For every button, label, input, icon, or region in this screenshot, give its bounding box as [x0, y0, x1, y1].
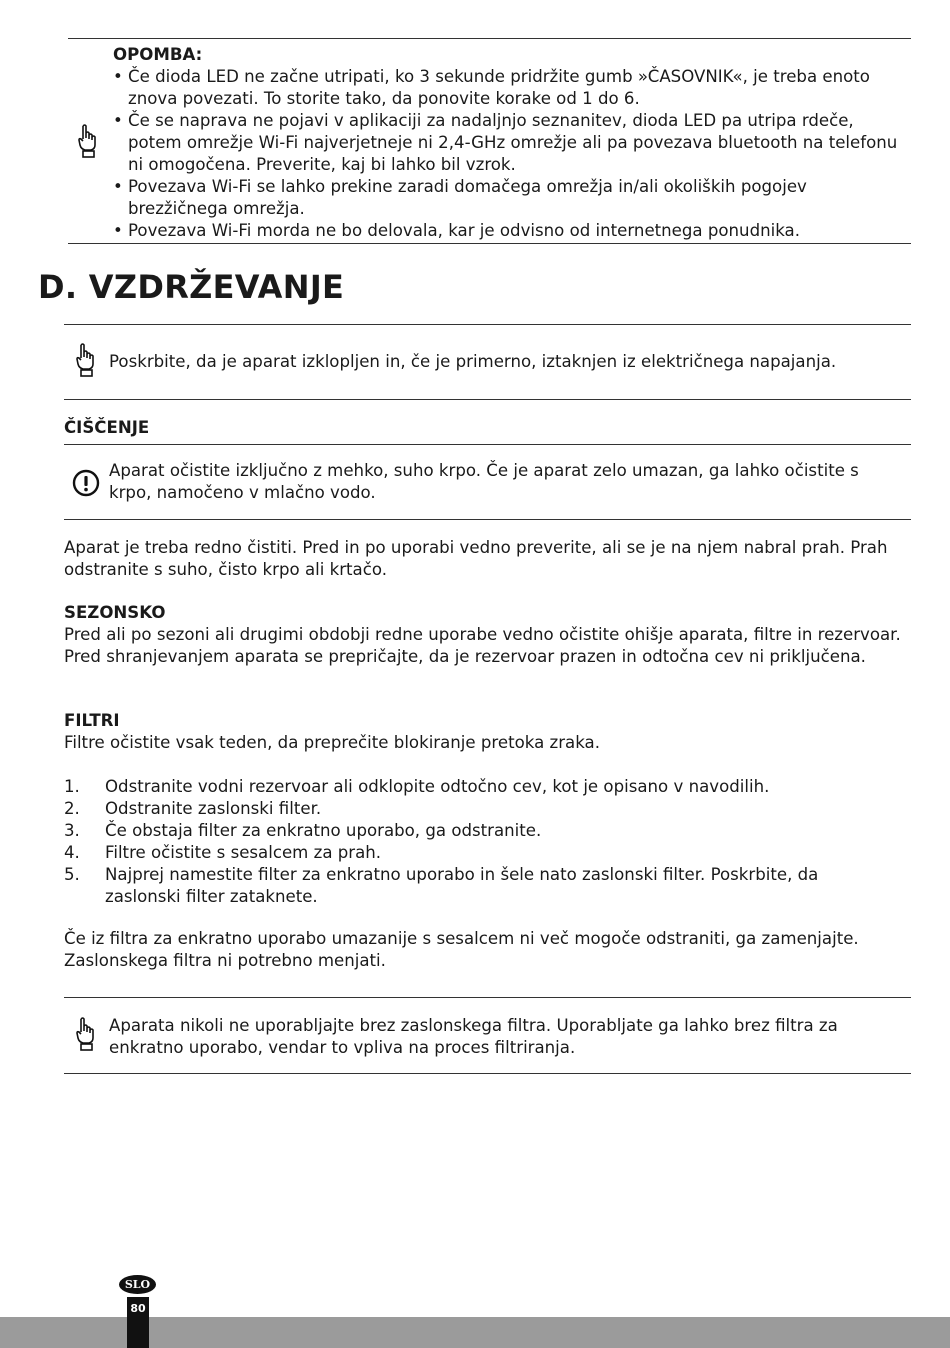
filter-note-text: Aparata nikoli ne uporabljajte brez zaslonskega filtra. Uporabljate ga lahko brez filtra za enkratno uporabo, vendar to vpliva na proces filtriranja.	[109, 1016, 838, 1057]
step-text: Odstranite zaslonski filter.	[105, 799, 322, 818]
section-title: D. VZDRŽEVANJE	[38, 268, 345, 306]
pointing-hand-icon	[74, 343, 96, 377]
step-text: Če obstaja filter za enkratno uporabo, ga odstranite.	[105, 821, 542, 840]
filters-heading: FILTRI	[64, 711, 120, 730]
note-bottom-rule	[68, 243, 911, 244]
step-number: 3.	[64, 821, 80, 840]
step-number: 4.	[64, 843, 80, 862]
list-item	[64, 820, 864, 842]
filters-intro: Filtre očistite vsak teden, da preprečite blokiranje pretoka zraka.	[64, 733, 600, 752]
list-item	[64, 842, 864, 864]
page-number: 80	[130, 1302, 146, 1315]
step-number: 1.	[64, 777, 80, 796]
note-item: • Če dioda LED ne začne utripati, ko 3 sekunde pridržite gumb »ČASOVNIK«, je treba enoto znova povezati. To storite tako, da ponovite korake od 1 do 6.	[112, 66, 907, 110]
list-item	[64, 864, 864, 908]
note-list	[112, 66, 907, 242]
note-item: • Povezava Wi-Fi morda ne bo delovala, kar je odvisno od internetnega ponudnika.	[112, 220, 907, 242]
pointing-hand-icon	[76, 124, 98, 158]
step-text: Odstranite vodni rezervoar ali odklopite odtočno cev, kot je opisano v navodilih.	[105, 777, 770, 796]
step-number: 2.	[64, 799, 80, 818]
cleaning-body: Aparat je treba redno čistiti. Pred in po uporabi vedno preverite, ali se je na njem nabral prah. Prah odstranite s suho, čisto krpo ali krtačo.	[64, 538, 888, 579]
step-text: Najprej namestite filter za enkratno uporabo in šele nato zaslonski filter. Poskrbite, da zaslonski filter zataknete.	[105, 865, 819, 906]
note-top-rule	[68, 38, 911, 39]
language-badge: SLO	[119, 1275, 156, 1294]
power-note-bottom-rule	[64, 399, 911, 400]
cleaning-heading: ČIŠČENJE	[64, 418, 150, 437]
power-note-text: Poskrbite, da je aparat izklopljen in, če je primerno, iztaknjen iz električnega napajanja.	[109, 352, 837, 371]
exclamation-circle-icon	[72, 469, 100, 497]
note-item: • Če se naprava ne pojavi v aplikaciji za nadaljnjo seznanitev, dioda LED pa utripa rdeče, potem omrežje Wi-Fi najverjetneje ni 2,4-GHz omrežje ali pa povezava bluetooth na telefonu ni omogočena. Preverite, kaj bi lahko bil vzrok.	[112, 110, 907, 176]
power-note-top-rule	[64, 324, 911, 325]
cleaning-warning-top-rule	[64, 444, 911, 445]
step-text: Filtre očistite s sesalcem za prah.	[105, 843, 382, 862]
step-number: 5.	[64, 865, 80, 884]
pointing-hand-icon	[74, 1017, 96, 1051]
filter-note-top-rule	[64, 997, 911, 998]
seasonal-heading: SEZONSKO	[64, 603, 166, 622]
filters-outro: Če iz filtra za enkratno uporabo umazanije s sesalcem ni več mogoče odstraniti, ga zamenjajte. Zaslonskega filtra ni potrebno menjati.	[64, 929, 859, 970]
list-item	[64, 776, 864, 798]
cleaning-warning-text: Aparat očistite izključno z mehko, suho krpo. Če je aparat zelo umazan, ga lahko očistite s krpo, namočeno v mlačno vodo.	[109, 461, 859, 502]
seasonal-body: Pred ali po sezoni ali drugimi obdobji redne uporabe vedno očistite ohišje aparata, filtre in rezervoar. Pred shranjevanjem aparata se prepričajte, da je rezervoar prazen in odtočna cev ni priključena.	[64, 625, 901, 666]
filter-note-bottom-rule	[64, 1073, 911, 1074]
cleaning-warning-bottom-rule	[64, 519, 911, 520]
note-item: • Povezava Wi-Fi se lahko prekine zaradi domačega omrežja in/ali okoliških pogojev brezžičnega omrežja.	[112, 176, 907, 220]
filter-steps-list	[64, 776, 864, 908]
list-item	[64, 798, 864, 820]
note-title: OPOMBA:	[113, 45, 203, 64]
